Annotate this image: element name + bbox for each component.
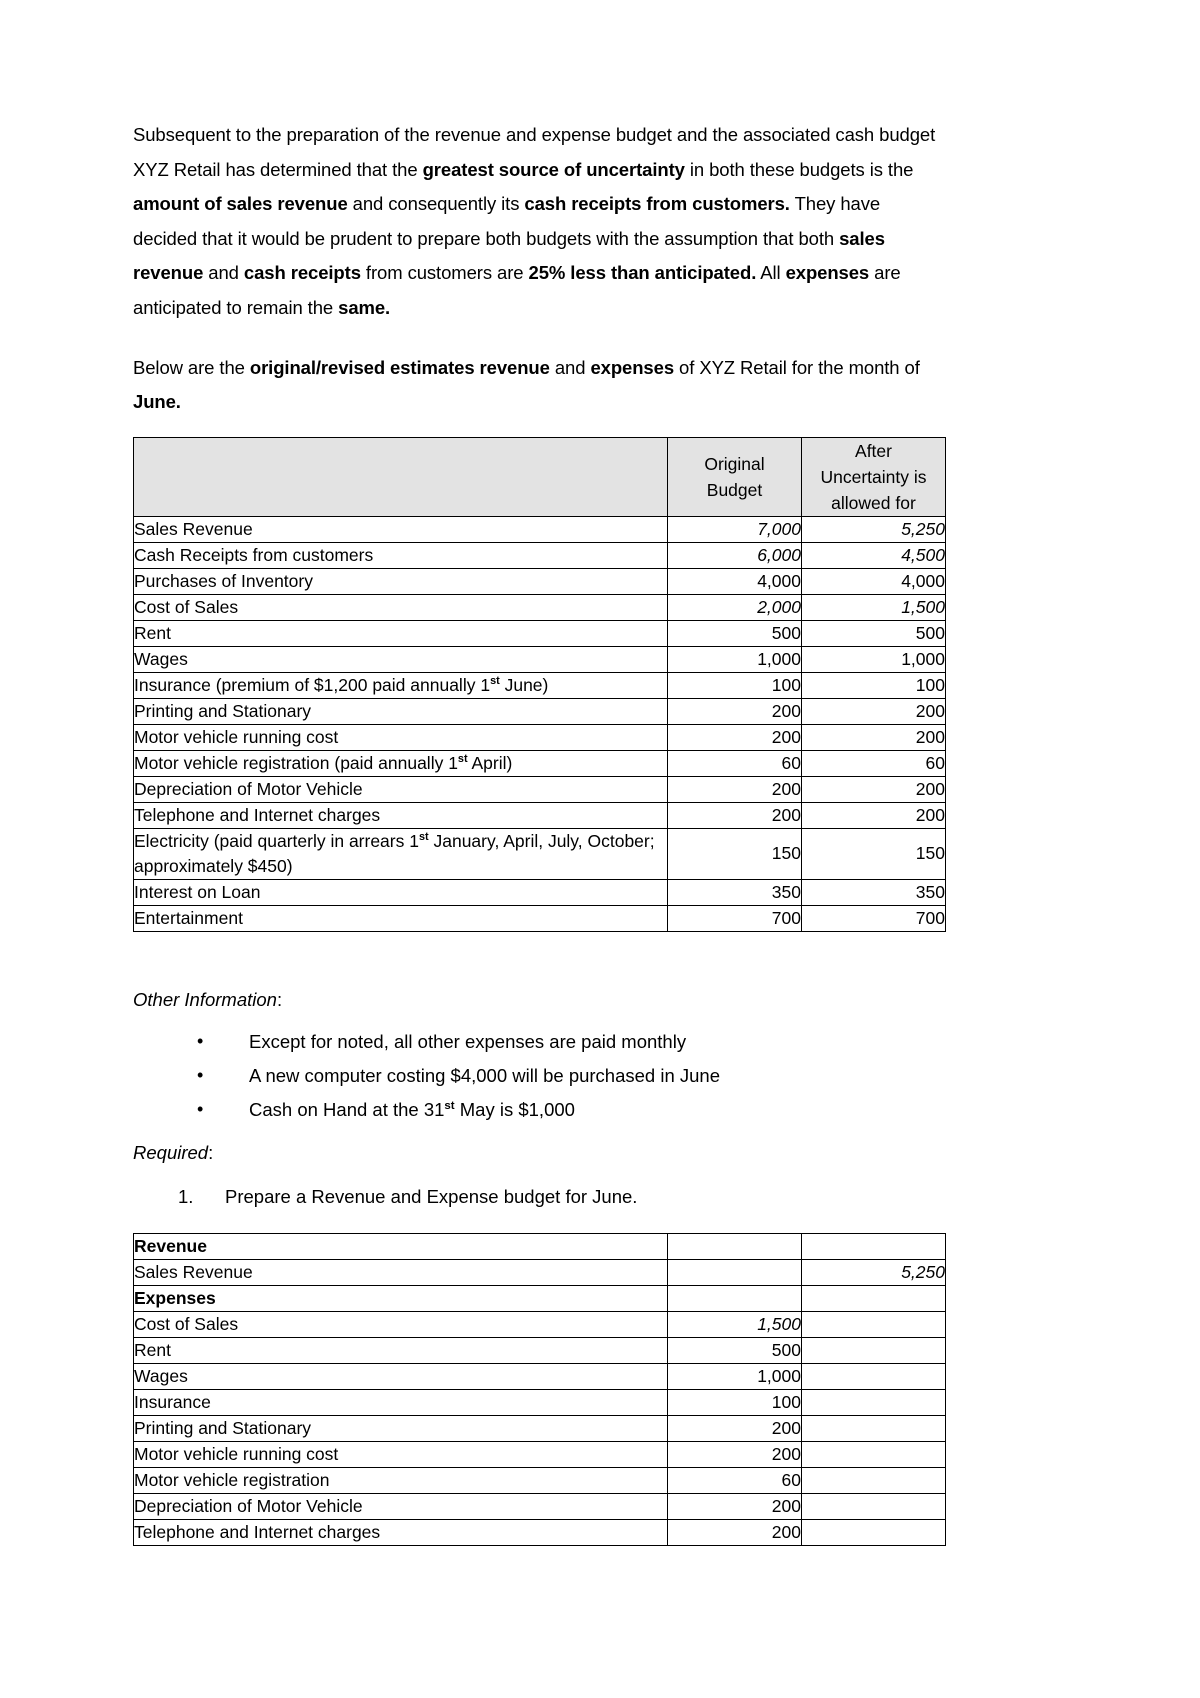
table-row [134,594,946,620]
budget-row-after-value: 4,000 [802,568,946,594]
ordinal-suffix: st [457,752,468,765]
budget-row-after-value: 60 [802,750,946,776]
answer-row-mid-value[interactable] [668,1233,802,1259]
budget-row-after-value: 1,000 [802,646,946,672]
document-content [133,118,945,1546]
budget-row-after-value: 100 [802,672,946,698]
list-item [197,1025,945,1059]
answer-table [133,1233,946,1546]
budget-row-after-value: 5,250 [802,516,946,542]
text-run-4: of XYZ Retail for the month of [674,356,920,378]
budget-row-after-value: 150 [802,828,946,879]
answer-table-body [134,1233,946,1545]
text-run-0: Cash Receipts from customers [134,544,374,565]
budget-row-label [134,828,668,879]
budget-row-original-value: 1,000 [668,646,802,672]
text-run-5: June. [133,391,181,413]
text-run-5: cash receipts from customers. [524,193,790,215]
table-row [134,879,946,905]
table-row [134,802,946,828]
budget-row-label [134,594,668,620]
text-run-13: expenses [785,262,870,284]
answer-row-label: Motor vehicle running cost [134,1441,668,1467]
budget-row-original-value: 350 [668,879,802,905]
header-original-line1: Original [704,453,765,474]
budget-row-label [134,802,668,828]
answer-row-label: Sales Revenue [134,1259,668,1285]
budget-row-original-value: 200 [668,724,802,750]
text-run-0: Interest on Loan [134,881,261,902]
table-row [134,1311,946,1337]
answer-row-right-value[interactable] [802,1233,946,1259]
text-run-2: January, April, July, October; approximately $450) [134,830,655,876]
table-row [134,542,946,568]
table-row [134,698,946,724]
table-row [134,750,946,776]
budget-row-label [134,672,668,698]
budget-row-after-value: 4,500 [802,542,946,568]
list-item [197,1059,945,1093]
text-run-2: and [549,356,591,378]
table-row [134,1233,946,1259]
answer-row-right-value[interactable]: 5,250 [802,1259,946,1285]
other-information-label: Other Information [133,988,277,1010]
text-run-0: Motor vehicle registration (paid annually 1 [134,752,458,773]
answer-row-mid-value[interactable] [668,1259,802,1285]
budget-row-after-value: 200 [802,776,946,802]
answer-row-mid-value[interactable]: 200 [668,1519,802,1545]
text-run-0: Wages [134,648,188,669]
table-row [134,905,946,931]
text-run-8: and [203,262,244,284]
text-run-0: Electricity (paid quarterly in arrears 1 [134,830,419,851]
answer-row-right-value[interactable] [802,1441,946,1467]
text-run-0: Cash on Hand at the 31 [249,1098,445,1120]
budget-row-original-value: 200 [668,698,802,724]
table-row [134,1415,946,1441]
other-information-heading [133,985,945,1015]
answer-row-label: Insurance [134,1389,668,1415]
spacer [133,420,945,437]
budget-row-label [134,879,668,905]
table-row [134,672,946,698]
table-row [134,620,946,646]
budget-row-after-value: 350 [802,879,946,905]
answer-row-mid-value[interactable]: 200 [668,1415,802,1441]
answer-row-label: Expenses [134,1285,668,1311]
budget-row-label [134,620,668,646]
budget-table-head [134,437,946,516]
budget-table-body [134,516,946,931]
text-run-2: June) [499,674,549,695]
text-run-0: Rent [134,622,171,643]
text-run-15: same. [338,296,391,318]
answer-row-mid-value[interactable]: 100 [668,1389,802,1415]
text-run-0: Entertainment [134,907,243,928]
budget-row-after-value: 500 [802,620,946,646]
required-list [133,1180,945,1214]
spacer [133,1214,945,1233]
answer-row-right-value[interactable] [802,1285,946,1311]
text-run-0: Purchases of Inventory [134,570,313,591]
table-row [134,1493,946,1519]
text-run-0: Telephone and Internet charges [134,804,381,825]
answer-row-mid-value[interactable]: 1,500 [668,1311,802,1337]
budget-row-label [134,776,668,802]
text-run-4: and consequently its [347,193,525,215]
answer-row-right-value[interactable] [802,1415,946,1441]
budget-row-after-value: 200 [802,802,946,828]
table-row [134,1363,946,1389]
answer-row-right-value[interactable] [802,1519,946,1545]
other-information-colon: : [276,988,283,1010]
budget-table [133,437,946,932]
header-cell-original-budget [668,437,802,516]
answer-row-label: Printing and Stationary [134,1415,668,1441]
text-run-0: Subsequent to the preparation of the revenue and expense budget and the associated cash budget XYZ Retail has determined that the [133,124,936,180]
ordinal-suffix: st [444,1099,455,1112]
answer-row-mid-value[interactable]: 200 [668,1493,802,1519]
text-run-0: Depreciation of Motor Vehicle [134,778,363,799]
answer-row-label: Revenue [134,1233,668,1259]
text-run-2: May is $1,000 [454,1098,575,1120]
list-item [197,1093,945,1127]
answer-row-right-value[interactable] [802,1337,946,1363]
budget-row-label [134,724,668,750]
text-run-0: Below are the [133,356,250,378]
budget-row-label [134,542,668,568]
required-item: Prepare a Revenue and Expense budget for June. [225,1185,638,1207]
answer-row-mid-value[interactable]: 200 [668,1441,802,1467]
answer-row-label: Cost of Sales [134,1311,668,1337]
budget-row-after-value: 200 [802,724,946,750]
text-run-11: 25% less than anticipated. [528,262,757,284]
answer-row-label: Wages [134,1363,668,1389]
answer-row-label: Motor vehicle registration [134,1467,668,1493]
answer-row-mid-value[interactable]: 1,000 [668,1363,802,1389]
budget-row-original-value: 100 [668,672,802,698]
below-paragraph [133,351,945,420]
answer-row-right-value[interactable] [802,1389,946,1415]
budget-row-original-value: 700 [668,905,802,931]
text-run-1: original/revised estimates revenue [249,356,550,378]
budget-row-original-value: 200 [668,776,802,802]
budget-row-label [134,905,668,931]
text-run-0: Sales Revenue [134,518,253,539]
text-run-6: They have decided that it would be prudent to prepare both budgets with the assumption that both [133,193,881,249]
header-after-line3: allowed for [831,492,916,513]
required-colon: : [208,1141,214,1163]
text-run-12: All [756,262,786,284]
text-run-3: amount of sales revenue [133,193,348,215]
table-row [134,724,946,750]
answer-row-right-value[interactable] [802,1467,946,1493]
text-run-7: sales revenue [133,227,885,284]
budget-row-original-value: 150 [668,828,802,879]
answer-row-mid-value[interactable]: 60 [668,1467,802,1493]
table-row [134,1389,946,1415]
budget-row-label [134,698,668,724]
budget-row-original-value: 6,000 [668,542,802,568]
table-row [134,776,946,802]
table-header-row [134,437,946,516]
text-run-2: April) [467,752,513,773]
table-row [134,646,946,672]
answer-row-mid-value[interactable]: 500 [668,1337,802,1363]
header-after-line1: After [855,440,892,461]
text-run-2: in both these budgets is the [684,158,914,180]
spacer [133,1127,945,1138]
text-run-0: Motor vehicle running cost [134,726,339,747]
ordinal-suffix: st [418,830,429,843]
header-original-line2: Budget [706,479,763,500]
required-label: Required [133,1141,209,1163]
text-run-0: Printing and Stationary [134,700,312,721]
table-row [134,568,946,594]
table-row [134,1441,946,1467]
ordinal-suffix: st [490,674,500,687]
answer-row-right-value[interactable] [802,1363,946,1389]
table-row [134,1519,946,1545]
table-row [134,516,946,542]
budget-row-label [134,750,668,776]
budget-row-label [134,516,668,542]
required-heading [133,1138,945,1168]
answer-row-label: Telephone and Internet charges [134,1519,668,1545]
text-run-1: greatest source of uncertainty [422,158,685,180]
other-information-list [133,1025,945,1127]
text-run-0: Except for noted, all other expenses are paid monthly [249,1030,687,1052]
table-row [134,1467,946,1493]
budget-row-original-value: 60 [668,750,802,776]
header-cell-after-uncertainty [802,437,946,516]
table-row [134,1337,946,1363]
answer-row-label: Rent [134,1337,668,1363]
text-run-10: from customers are [360,262,529,284]
budget-row-original-value: 4,000 [668,568,802,594]
table-row [134,828,946,879]
budget-row-original-value: 7,000 [668,516,802,542]
budget-row-after-value: 200 [802,698,946,724]
answer-row-right-value[interactable] [802,1493,946,1519]
budget-row-after-value: 1,500 [802,594,946,620]
text-run-3: expenses [590,356,675,378]
text-run-0: A new computer costing $4,000 will be purchased in June [249,1064,721,1086]
budget-row-label [134,568,668,594]
spacer [133,326,945,351]
budget-row-original-value: 2,000 [668,594,802,620]
intro-paragraph [133,118,945,326]
budget-row-label [134,646,668,672]
table-row [134,1285,946,1311]
answer-row-label: Depreciation of Motor Vehicle [134,1493,668,1519]
text-run-9: cash receipts [243,262,361,284]
budget-row-original-value: 200 [668,802,802,828]
text-run-14: are anticipated to remain the [133,262,901,318]
header-after-line2: Uncertainty is [820,466,927,487]
table-row [134,1259,946,1285]
answer-row-right-value[interactable] [802,1311,946,1337]
header-cell-blank [134,437,668,516]
spacer [133,932,945,985]
budget-row-after-value: 700 [802,905,946,931]
text-run-0: Cost of Sales [134,596,239,617]
text-run-0: Insurance (premium of $1,200 paid annually 1 [134,674,491,695]
answer-row-mid-value[interactable] [668,1285,802,1311]
budget-row-original-value: 500 [668,620,802,646]
